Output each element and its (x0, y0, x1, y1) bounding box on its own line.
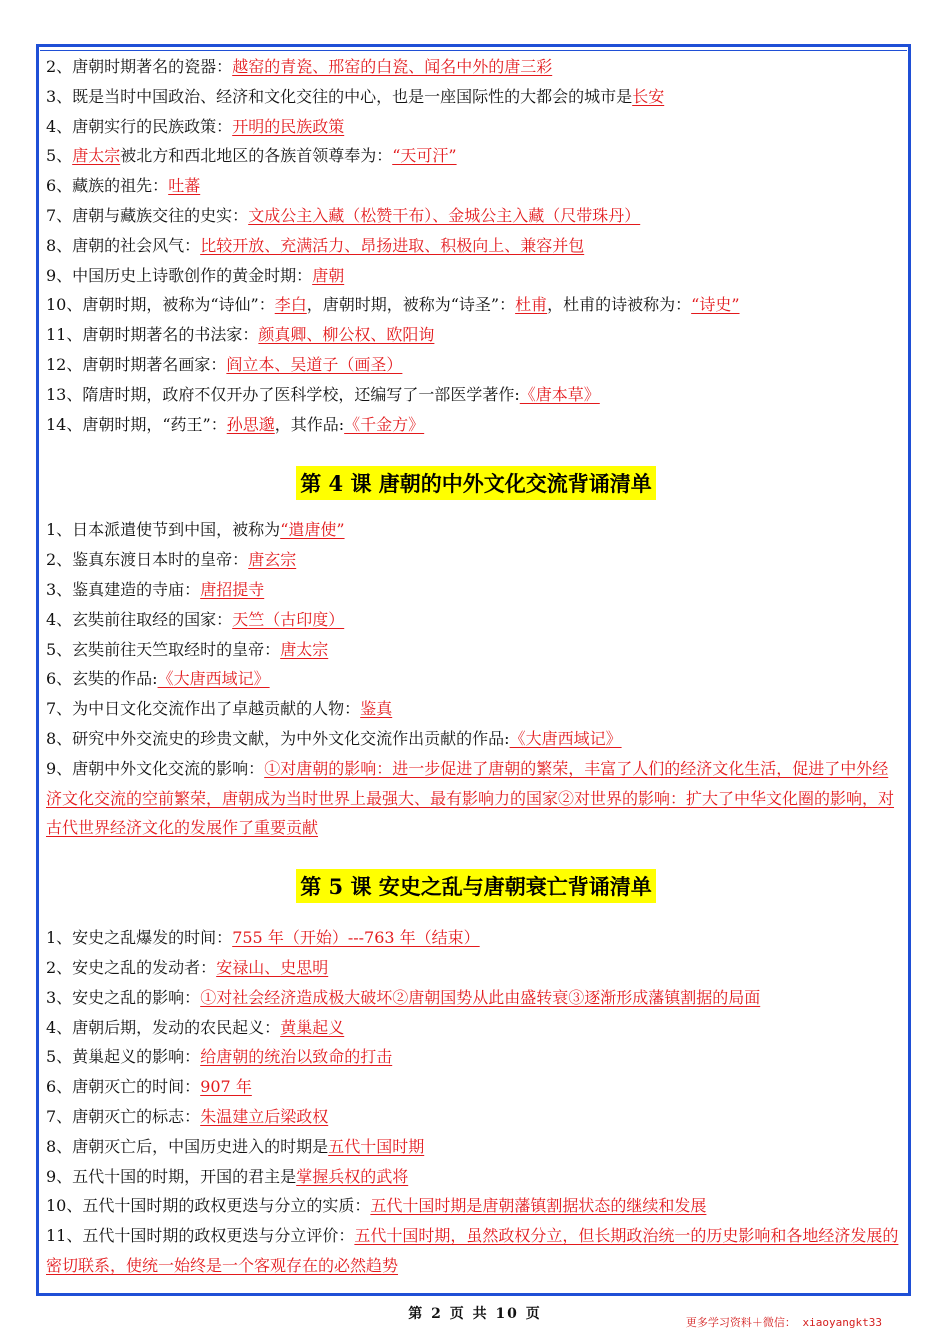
answer: 阎立本、吴道子（画圣） (226, 354, 403, 374)
list-item: 6、藏族的祖先：吐蕃 (46, 176, 201, 196)
answer: 唐招提寺 (200, 579, 265, 599)
footer-watermark-text: 更多学习资料＋微信： xiaoyangkt33 (685, 1316, 882, 1329)
answer: 《唐本草》 (519, 384, 600, 404)
answer: ①对社会经济造成极大破坏②唐朝国势从此由盛转衰③逐渐形成藩镇割据的局面 (200, 987, 761, 1007)
answer: ①对唐朝的影响：进一步促进了唐朝的繁荣，丰富了人们的经济文化生活，促进了中外经济文化交流的空前繁荣，唐朝成为当时世界上最强大、最有影响力的国家②对世界的影响：扩大了中华文化圈的影响，对古代世界经济文化的发展作了重要贡献 (46, 758, 895, 838)
list-item: 10、唐朝时期，被称为“诗仙”：李白，唐朝时期，被称为“诗圣”：杜甫，杜甫的诗被称为：“诗史” (46, 295, 740, 315)
list-item: 2、鉴真东渡日本时的皇帝：唐玄宗 (46, 550, 297, 570)
document-body (46, 52, 906, 1281)
list-item: 2、安史之乱的发动者：安禄山、史思明 (46, 957, 329, 977)
answer: 五代十国时期，虽然政权分立，但长期政治统一的历史影响和各地经济发展的密切联系，使统一始终是一个客观存在的必然趋势 (46, 1226, 899, 1275)
list-item: 9、中国历史上诗歌创作的黄金时期：唐朝 (46, 265, 345, 285)
list-item: 1、安史之乱爆发的时间：755 年（开始）---763 年（结束） (46, 928, 480, 948)
answer: 李白 (274, 295, 307, 315)
answer: 朱温建立后梁政权 (200, 1106, 329, 1126)
answer: 掌握兵权的武将 (296, 1166, 409, 1186)
answer: “天可汗” (392, 146, 457, 166)
answer: 孙思邈 (226, 414, 275, 434)
answer: 五代十国时期 (328, 1136, 425, 1156)
answer: 吐蕃 (168, 176, 201, 196)
list-item: 4、唐朝实行的民族政策：开明的民族政策 (46, 116, 345, 136)
answer: 给唐朝的统治以致命的打击 (200, 1047, 393, 1067)
list-item-long: 9、唐朝中外文化交流的影响：①对唐朝的影响：进一步促进了唐朝的繁荣，丰富了人们的经济文化生活，促进了中外经济文化交流的空前繁荣，唐朝成为当时世界上最强大、最有影响力的国家②对世界的影响：扩大了中华文化圈的影响，对古代世界经济文化的发展作了重要贡献 (46, 758, 895, 838)
list-item: 3、安史之乱的影响：①对社会经济造成极大破坏②唐朝国势从此由盛转衰③逐渐形成藩镇割据的局面 (46, 987, 761, 1007)
list-item: 5、玄奘前往天竺取经时的皇帝：唐太宗 (46, 639, 329, 659)
section-heading: 第 5 课 安史之乱与唐朝衰亡背诵清单 (296, 869, 656, 903)
answer: 《大唐西域记》 (157, 669, 270, 689)
answer: 《大唐西域记》 (509, 728, 622, 748)
list-item: 11、唐朝时期著名的书法家：颜真卿、柳公权、欧阳询 (46, 325, 435, 345)
list-item: 4、唐朝后期，发动的农民起义：黄巢起义 (46, 1017, 345, 1037)
answer: 颜真卿、柳公权、欧阳询 (258, 325, 435, 345)
list-item-long: 11、五代十国时期的政权更迭与分立评价：五代十国时期，虽然政权分立，但长期政治统一的历史影响和各地经济发展的密切联系，使统一始终是一个客观存在的必然趋势 (46, 1226, 899, 1275)
answer: 唐朝 (312, 265, 345, 285)
list-item: 5、唐太宗被北方和西北地区的各族首领尊奉为：“天可汗” (46, 146, 457, 166)
list-item: 1、日本派遣使节到中国，被称为“遣唐使” (46, 520, 345, 540)
answer: 907 年 (200, 1077, 252, 1097)
list-item: 8、唐朝的社会风气：比较开放、充满活力、昂扬进取、积极向上、兼容并包 (46, 235, 585, 255)
answer: 黄巢起义 (280, 1017, 345, 1037)
list-item: 14、唐朝时期，“药王”：孙思邈，其作品:《千金方》 (46, 414, 425, 434)
list-item: 3、既是当时中国政治、经济和文化交往的中心，也是一座国际性的大都会的城市是长安 (46, 86, 665, 106)
page-number: 第 2 页 共 10 页 (408, 1306, 542, 1322)
list-item: 6、玄奘的作品:《大唐西域记》 (46, 669, 270, 689)
answer: 越窑的青瓷、邢窑的白瓷、闻名中外的唐三彩 (232, 57, 553, 76)
list-item: 8、研究中外交流史的珍贵文献，为中外文化交流作出贡献的作品:《大唐西域记》 (46, 728, 622, 748)
list-item: 6、唐朝灭亡的时间：907 年 (46, 1077, 252, 1097)
list-item: 9、五代十国的时期，开国的君主是掌握兵权的武将 (46, 1166, 409, 1186)
section-heading-wrap (46, 843, 906, 923)
list-item: 7、唐朝与藏族交往的史实：文成公主入藏（松赞干布）、金城公主入藏（尺带珠丹） (46, 205, 641, 225)
answer: 755 年（开始）---763 年（结束） (232, 928, 480, 948)
answer: “遣唐使” (280, 520, 345, 540)
list-item: 5、黄巢起义的影响：给唐朝的统治以致命的打击 (46, 1047, 393, 1067)
answer: 开明的民族政策 (232, 116, 345, 136)
list-item: 7、唐朝灭亡的标志：朱温建立后梁政权 (46, 1106, 329, 1126)
answer: 唐太宗 (280, 639, 329, 659)
answer: 文成公主入藏（松赞干布）、金城公主入藏（尺带珠丹） (248, 205, 641, 225)
answer: 鉴真 (360, 699, 393, 719)
answer: 比较开放、充满活力、昂扬进取、积极向上、兼容并包 (200, 235, 585, 255)
list-item: 4、玄奘前往取经的国家：天竺（古印度） (46, 609, 345, 629)
list-item: 8、唐朝灭亡后，中国历史进入的时期是五代十国时期 (46, 1136, 425, 1156)
section-heading: 第 4 课 唐朝的中外文化交流背诵清单 (296, 466, 656, 500)
top-rule (40, 50, 907, 51)
answer: “诗史” (691, 295, 740, 315)
list-item: 2、唐朝时期著名的瓷器：越窑的青瓷、邢窑的白瓷、闻名中外的唐三彩 (46, 57, 553, 76)
answer: 唐玄宗 (248, 550, 297, 570)
answer: 安禄山、史思明 (216, 957, 329, 977)
answer: 《千金方》 (344, 414, 425, 434)
list-item: 13、隋唐时期，政府不仅开办了医科学校，还编写了一部医学著作:《唐本草》 (46, 384, 600, 404)
answer: 唐太宗 (72, 146, 121, 166)
list-item: 10、五代十国时期的政权更迭与分立的实质：五代十国时期是唐朝藩镇割据状态的继续和发展 (46, 1196, 707, 1216)
list-item: 12、唐朝时期著名画家：阎立本、吴道子（画圣） (46, 354, 403, 374)
answer: 五代十国时期是唐朝藩镇割据状态的继续和发展 (370, 1196, 707, 1216)
list-item: 7、为中日文化交流作出了卓越贡献的人物：鉴真 (46, 699, 393, 719)
list-item: 3、鉴真建造的寺庙：唐招提寺 (46, 579, 265, 599)
section-heading-wrap (46, 439, 906, 515)
answer: 长安 (632, 86, 665, 106)
answer: 杜甫 (515, 295, 548, 315)
answer: 天竺（古印度） (232, 609, 345, 629)
